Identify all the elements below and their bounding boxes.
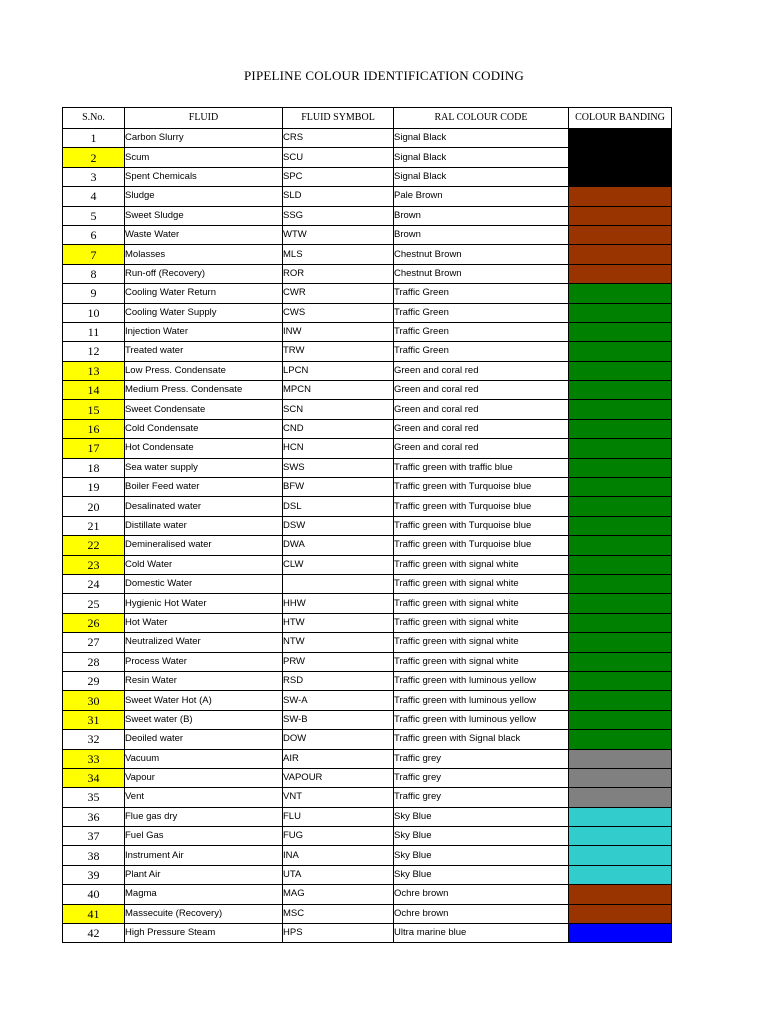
table-row [63, 827, 672, 846]
row-sno: 17 [63, 439, 125, 458]
row-fluid: Vacuum [125, 749, 283, 768]
row-colour-band [569, 710, 672, 729]
row-ral-colour-code: Traffic grey [394, 768, 569, 787]
row-fluid-symbol: HPS [283, 924, 394, 943]
row-fluid-symbol [283, 574, 394, 593]
row-ral-colour-code: Traffic green with traffic blue [394, 458, 569, 477]
row-fluid: Carbon Slurry [125, 129, 283, 148]
table-row [63, 924, 672, 943]
table-row [63, 381, 672, 400]
row-sno: 22 [63, 536, 125, 555]
table-row [63, 148, 672, 167]
row-ral-colour-code: Traffic green with signal white [394, 613, 569, 632]
row-colour-band [569, 381, 672, 400]
row-sno: 33 [63, 749, 125, 768]
row-ral-colour-code: Traffic Green [394, 342, 569, 361]
row-ral-colour-code: Chestnut Brown [394, 245, 569, 264]
table-row [63, 284, 672, 303]
row-fluid: Process Water [125, 652, 283, 671]
table-row [63, 516, 672, 535]
table-row [63, 885, 672, 904]
row-colour-band [569, 148, 672, 167]
table-row [63, 730, 672, 749]
row-sno: 18 [63, 458, 125, 477]
row-colour-band [569, 730, 672, 749]
row-fluid-symbol: MAG [283, 885, 394, 904]
row-fluid-symbol: INA [283, 846, 394, 865]
row-ral-colour-code: Traffic green with signal white [394, 594, 569, 613]
page-title: PIPELINE COLOUR IDENTIFICATION CODING [243, 68, 525, 83]
row-colour-band [569, 342, 672, 361]
row-fluid-symbol: MPCN [283, 381, 394, 400]
row-ral-colour-code: Signal Black [394, 148, 569, 167]
header-ral-colour-code: RAL COLOUR CODE [394, 108, 569, 129]
table-row [63, 478, 672, 497]
row-ral-colour-code: Signal Black [394, 129, 569, 148]
row-colour-band [569, 768, 672, 787]
row-colour-band [569, 206, 672, 225]
row-ral-colour-code: Traffic green with Turquoise blue [394, 536, 569, 555]
row-fluid: Domestic Water [125, 574, 283, 593]
row-fluid: Fuel Gas [125, 827, 283, 846]
row-sno: 41 [63, 904, 125, 923]
row-fluid-symbol: SCU [283, 148, 394, 167]
row-colour-band [569, 691, 672, 710]
table-row [63, 167, 672, 186]
row-sno: 20 [63, 497, 125, 516]
row-sno: 32 [63, 730, 125, 749]
row-fluid-symbol: TRW [283, 342, 394, 361]
row-colour-band [569, 885, 672, 904]
row-fluid: Treated water [125, 342, 283, 361]
row-colour-band [569, 846, 672, 865]
row-fluid: Sweet Sludge [125, 206, 283, 225]
row-fluid-symbol: CWR [283, 284, 394, 303]
table-row [63, 342, 672, 361]
table-row [63, 187, 672, 206]
row-ral-colour-code: Traffic green with signal white [394, 633, 569, 652]
table-row [63, 633, 672, 652]
row-fluid-symbol: DOW [283, 730, 394, 749]
row-fluid: Hygienic Hot Water [125, 594, 283, 613]
row-colour-band [569, 400, 672, 419]
row-colour-band [569, 187, 672, 206]
row-sno: 24 [63, 574, 125, 593]
row-fluid: Vapour [125, 768, 283, 787]
colour-coding-table [62, 107, 672, 943]
table-row [63, 555, 672, 574]
row-colour-band [569, 827, 672, 846]
row-fluid: Cooling Water Supply [125, 303, 283, 322]
row-fluid-symbol: INW [283, 322, 394, 341]
table-row [63, 264, 672, 283]
row-ral-colour-code: Ochre brown [394, 885, 569, 904]
row-colour-band [569, 439, 672, 458]
row-ral-colour-code: Traffic green with Turquoise blue [394, 497, 569, 516]
row-sno: 6 [63, 225, 125, 244]
row-colour-band [569, 478, 672, 497]
row-fluid-symbol: CND [283, 419, 394, 438]
row-fluid: High Pressure Steam [125, 924, 283, 943]
table-row [63, 536, 672, 555]
table-row [63, 225, 672, 244]
row-colour-band [569, 264, 672, 283]
row-colour-band [569, 284, 672, 303]
row-sno: 4 [63, 187, 125, 206]
row-fluid-symbol: HHW [283, 594, 394, 613]
row-sno: 19 [63, 478, 125, 497]
row-ral-colour-code: Green and coral red [394, 400, 569, 419]
row-ral-colour-code: Green and coral red [394, 381, 569, 400]
row-sno: 13 [63, 361, 125, 380]
row-ral-colour-code: Chestnut Brown [394, 264, 569, 283]
table-header [63, 108, 672, 129]
row-colour-band [569, 245, 672, 264]
row-ral-colour-code: Traffic green with luminous yellow [394, 691, 569, 710]
header-fluid-symbol: FLUID SYMBOL [283, 108, 394, 129]
row-colour-band [569, 497, 672, 516]
row-ral-colour-code: Ultra marine blue [394, 924, 569, 943]
row-sno: 11 [63, 322, 125, 341]
row-ral-colour-code: Brown [394, 225, 569, 244]
row-colour-band [569, 594, 672, 613]
table-row [63, 613, 672, 632]
row-fluid-symbol: SLD [283, 187, 394, 206]
table-row [63, 865, 672, 884]
table-row [63, 574, 672, 593]
row-fluid: Deoiled water [125, 730, 283, 749]
table-row [63, 497, 672, 516]
row-fluid: Massecuite (Recovery) [125, 904, 283, 923]
row-fluid: Desalinated water [125, 497, 283, 516]
row-ral-colour-code: Traffic Green [394, 322, 569, 341]
row-ral-colour-code: Traffic green with signal white [394, 652, 569, 671]
row-fluid: Boiler Feed water [125, 478, 283, 497]
row-colour-band [569, 924, 672, 943]
row-fluid-symbol: HCN [283, 439, 394, 458]
row-fluid: Vent [125, 788, 283, 807]
row-fluid: Plant Air [125, 865, 283, 884]
row-ral-colour-code: Sky Blue [394, 827, 569, 846]
row-ral-colour-code: Traffic green with Turquoise blue [394, 516, 569, 535]
row-fluid-symbol: CLW [283, 555, 394, 574]
row-fluid-symbol: SW-B [283, 710, 394, 729]
row-fluid: Distillate water [125, 516, 283, 535]
row-fluid-symbol: MLS [283, 245, 394, 264]
row-colour-band [569, 807, 672, 826]
row-fluid-symbol: SSG [283, 206, 394, 225]
row-fluid: Hot Condensate [125, 439, 283, 458]
row-fluid: Medium Press. Condensate [125, 381, 283, 400]
table-row [63, 788, 672, 807]
row-fluid: Flue gas dry [125, 807, 283, 826]
row-sno: 25 [63, 594, 125, 613]
row-fluid-symbol: HTW [283, 613, 394, 632]
row-fluid-symbol: SW-A [283, 691, 394, 710]
row-fluid: Instrument Air [125, 846, 283, 865]
row-fluid-symbol: LPCN [283, 361, 394, 380]
row-sno: 3 [63, 167, 125, 186]
row-colour-band [569, 419, 672, 438]
row-fluid-symbol: SWS [283, 458, 394, 477]
row-fluid: Sweet Condensate [125, 400, 283, 419]
row-ral-colour-code: Sky Blue [394, 865, 569, 884]
row-colour-band [569, 129, 672, 148]
row-fluid: Injection Water [125, 322, 283, 341]
row-fluid: Spent Chemicals [125, 167, 283, 186]
row-sno: 1 [63, 129, 125, 148]
row-fluid: Cold Water [125, 555, 283, 574]
row-sno: 23 [63, 555, 125, 574]
row-sno: 29 [63, 671, 125, 690]
row-colour-band [569, 555, 672, 574]
row-fluid-symbol: PRW [283, 652, 394, 671]
row-fluid-symbol: FUG [283, 827, 394, 846]
header-sno: S.No. [63, 108, 125, 129]
row-fluid: Cold Condensate [125, 419, 283, 438]
row-sno: 16 [63, 419, 125, 438]
table-row [63, 439, 672, 458]
table-row [63, 361, 672, 380]
row-colour-band [569, 574, 672, 593]
row-sno: 35 [63, 788, 125, 807]
row-fluid-symbol: SPC [283, 167, 394, 186]
table-row [63, 904, 672, 923]
table-row [63, 458, 672, 477]
table-row [63, 807, 672, 826]
row-colour-band [569, 361, 672, 380]
row-fluid: Sweet water (B) [125, 710, 283, 729]
row-fluid-symbol: MSC [283, 904, 394, 923]
row-fluid-symbol: FLU [283, 807, 394, 826]
table-row [63, 691, 672, 710]
row-sno: 27 [63, 633, 125, 652]
row-colour-band [569, 671, 672, 690]
row-fluid-symbol: DSL [283, 497, 394, 516]
row-ral-colour-code: Traffic green with signal white [394, 555, 569, 574]
header-colour-banding: COLOUR BANDING [569, 108, 672, 129]
table-row [63, 710, 672, 729]
row-colour-band [569, 516, 672, 535]
row-ral-colour-code: Sky Blue [394, 807, 569, 826]
table-row [63, 129, 672, 148]
row-fluid: Waste Water [125, 225, 283, 244]
row-sno: 34 [63, 768, 125, 787]
row-colour-band [569, 749, 672, 768]
row-ral-colour-code: Traffic green with Turquoise blue [394, 478, 569, 497]
row-colour-band [569, 225, 672, 244]
table-row [63, 245, 672, 264]
row-fluid-symbol: ROR [283, 264, 394, 283]
table-row [63, 400, 672, 419]
row-colour-band [569, 613, 672, 632]
row-ral-colour-code: Green and coral red [394, 419, 569, 438]
table-row [63, 652, 672, 671]
row-ral-colour-code: Green and coral red [394, 361, 569, 380]
row-sno: 40 [63, 885, 125, 904]
row-sno: 8 [63, 264, 125, 283]
row-ral-colour-code: Brown [394, 206, 569, 225]
row-ral-colour-code: Pale Brown [394, 187, 569, 206]
row-sno: 31 [63, 710, 125, 729]
row-fluid: Magma [125, 885, 283, 904]
row-ral-colour-code: Traffic grey [394, 788, 569, 807]
table-row [63, 419, 672, 438]
row-sno: 37 [63, 827, 125, 846]
row-fluid: Molasses [125, 245, 283, 264]
row-sno: 42 [63, 924, 125, 943]
row-colour-band [569, 904, 672, 923]
row-fluid-symbol: CWS [283, 303, 394, 322]
row-fluid-symbol: DSW [283, 516, 394, 535]
row-sno: 30 [63, 691, 125, 710]
row-colour-band [569, 633, 672, 652]
header-row [63, 108, 672, 129]
row-fluid-symbol: BFW [283, 478, 394, 497]
row-fluid-symbol: AIR [283, 749, 394, 768]
header-fluid: FLUID [125, 108, 283, 129]
row-fluid-symbol: VNT [283, 788, 394, 807]
row-ral-colour-code: Traffic green with Signal black [394, 730, 569, 749]
row-sno: 28 [63, 652, 125, 671]
row-fluid-symbol: VAPOUR [283, 768, 394, 787]
row-ral-colour-code: Traffic grey [394, 749, 569, 768]
row-sno: 14 [63, 381, 125, 400]
row-sno: 7 [63, 245, 125, 264]
row-fluid-symbol: WTW [283, 225, 394, 244]
row-fluid: Sweet Water Hot (A) [125, 691, 283, 710]
row-ral-colour-code: Traffic Green [394, 284, 569, 303]
row-fluid: Sea water supply [125, 458, 283, 477]
row-sno: 10 [63, 303, 125, 322]
row-sno: 21 [63, 516, 125, 535]
row-sno: 36 [63, 807, 125, 826]
row-sno: 9 [63, 284, 125, 303]
row-fluid-symbol: DWA [283, 536, 394, 555]
row-ral-colour-code: Traffic green with luminous yellow [394, 671, 569, 690]
row-fluid-symbol: NTW [283, 633, 394, 652]
row-colour-band [569, 865, 672, 884]
row-colour-band [569, 322, 672, 341]
table-body [63, 129, 672, 943]
row-colour-band [569, 167, 672, 186]
table-row [63, 749, 672, 768]
row-ral-colour-code: Traffic green with signal white [394, 574, 569, 593]
row-fluid: Hot Water [125, 613, 283, 632]
row-sno: 26 [63, 613, 125, 632]
row-fluid: Resin Water [125, 671, 283, 690]
table-row [63, 206, 672, 225]
row-ral-colour-code: Ochre brown [394, 904, 569, 923]
table-row [63, 322, 672, 341]
row-ral-colour-code: Sky Blue [394, 846, 569, 865]
row-colour-band [569, 652, 672, 671]
row-ral-colour-code: Traffic green with luminous yellow [394, 710, 569, 729]
table-row [63, 594, 672, 613]
row-fluid: Scum [125, 148, 283, 167]
row-colour-band [569, 788, 672, 807]
table-row [63, 303, 672, 322]
row-sno: 15 [63, 400, 125, 419]
table-row [63, 671, 672, 690]
table-row [63, 846, 672, 865]
row-ral-colour-code: Traffic Green [394, 303, 569, 322]
row-colour-band [569, 536, 672, 555]
row-fluid: Cooling Water Return [125, 284, 283, 303]
row-fluid: Sludge [125, 187, 283, 206]
row-fluid-symbol: CRS [283, 129, 394, 148]
row-colour-band [569, 458, 672, 477]
row-ral-colour-code: Green and coral red [394, 439, 569, 458]
row-sno: 5 [63, 206, 125, 225]
row-sno: 12 [63, 342, 125, 361]
row-fluid-symbol: RSD [283, 671, 394, 690]
row-sno: 39 [63, 865, 125, 884]
row-fluid: Run-off (Recovery) [125, 264, 283, 283]
row-fluid: Demineralised water [125, 536, 283, 555]
row-fluid: Low Press. Condensate [125, 361, 283, 380]
row-ral-colour-code: Signal Black [394, 167, 569, 186]
row-fluid-symbol: SCN [283, 400, 394, 419]
table-row [63, 768, 672, 787]
row-sno: 2 [63, 148, 125, 167]
row-fluid-symbol: UTA [283, 865, 394, 884]
row-fluid: Neutralized Water [125, 633, 283, 652]
row-sno: 38 [63, 846, 125, 865]
row-colour-band [569, 303, 672, 322]
